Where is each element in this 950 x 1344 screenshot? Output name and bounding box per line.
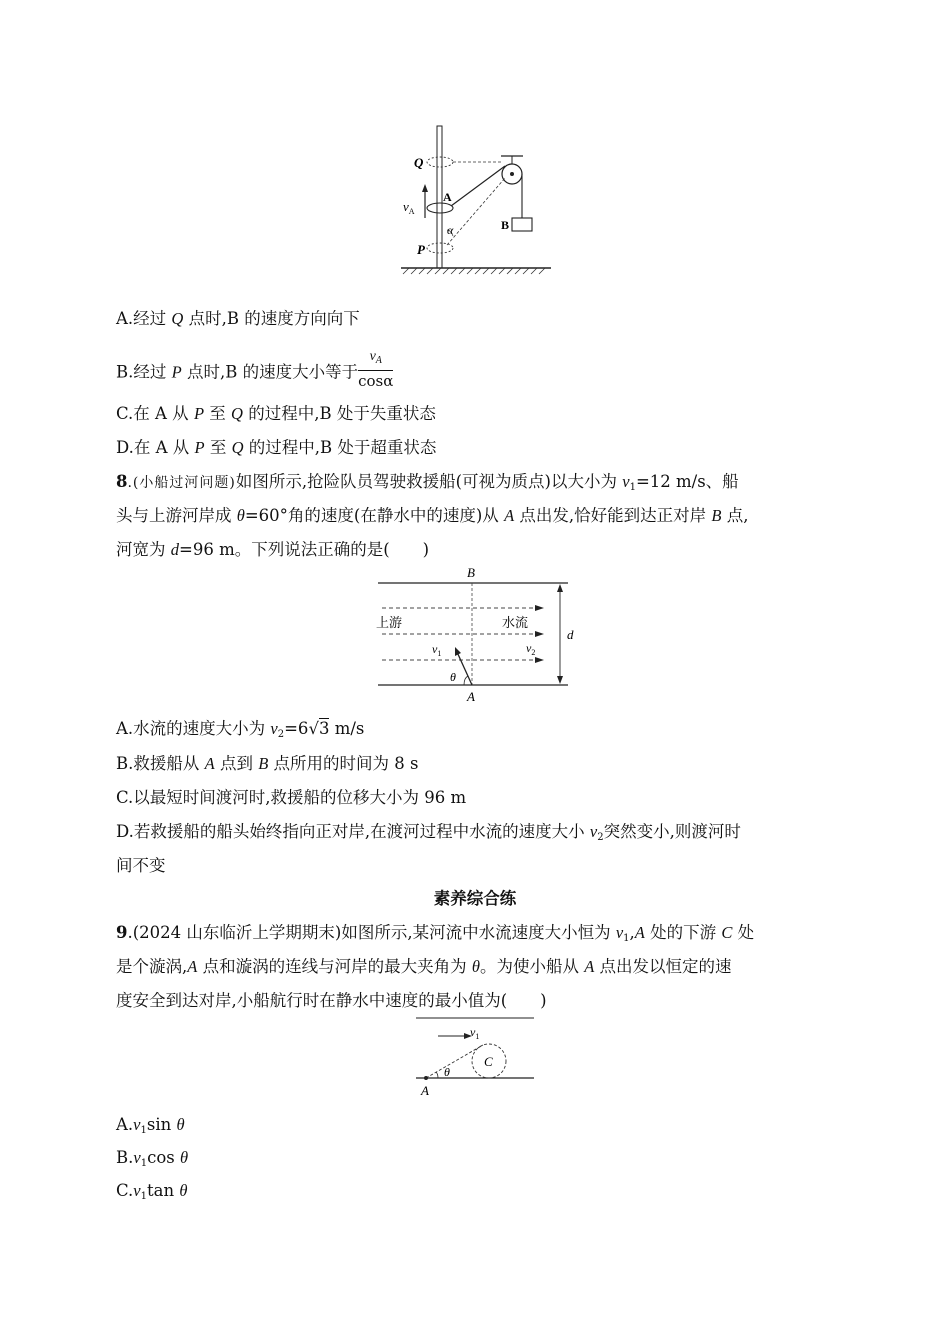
vortex-figure bbox=[410, 1014, 540, 1102]
section-title: 素养综合练 bbox=[433, 889, 517, 908]
q7-option-d: D.在 A 从 P 至 Q 的过程中,B 处于超重状态 bbox=[116, 438, 437, 457]
q8-option-c: C.以最短时间渡河时,救援船的位移大小为 96 m bbox=[116, 788, 467, 807]
q8-line-3: 河宽为 d=96 m。下列说法正确的是( ) bbox=[116, 540, 430, 559]
q8-option-d: D.若救援船的船头始终指向正对岸,在渡河过程中水流的速度大小 $v_2$突然变小,则渡河时 bbox=[116, 822, 741, 843]
label-v1-fig3: $v_1$ bbox=[470, 1025, 480, 1041]
block-b bbox=[512, 218, 532, 231]
label-theta-fig3: θ bbox=[444, 1065, 450, 1079]
q8-line-1: 8.(小船过河问题)如图所示,抢险队员驾驶救援船(可视为质点)以大小为 $v_1=12$ m/s、船 bbox=[116, 472, 739, 493]
label-b: B bbox=[501, 218, 510, 232]
q9-option-c: $C.v_1\tan$ θ bbox=[116, 1181, 188, 1202]
label-flow: 水流 bbox=[502, 616, 529, 631]
label-a2: A bbox=[467, 689, 475, 704]
q7-option-c: C.在 A 从 P 至 Q 的过程中,B 处于失重状态 bbox=[116, 404, 436, 423]
q9-line-3: 度安全到达对岸,小船航行时在静水中速度的最小值为( ) bbox=[116, 991, 547, 1010]
label-a3: A bbox=[421, 1083, 429, 1098]
label-d: d bbox=[567, 627, 574, 642]
rope-a bbox=[451, 166, 505, 206]
label-v2-fig2: $v_2$ bbox=[526, 641, 536, 657]
sqrt-symbol: √ bbox=[308, 719, 319, 738]
q7-option-b: B.经过 P 点时,B 的速度大小等于 $\frac{v_A}{\cos\alpha}$ bbox=[116, 349, 394, 390]
label-q: Q bbox=[414, 155, 424, 170]
q9-line-2: 是个漩涡,A 点和漩涡的连线与河岸的最大夹角为 θ。为使小船从 A 点出发以恒定的速 bbox=[116, 957, 732, 976]
label-p: P bbox=[417, 242, 425, 257]
q8-option-d-cont: 间不变 bbox=[116, 856, 166, 875]
label-b2: B bbox=[467, 565, 475, 580]
q8-line-2: 头与上游河岸成 θ=60°角的速度(在静水中的速度)从 A 点出发,恰好能到达正对岸 B 点, bbox=[116, 506, 749, 525]
label-alpha: α bbox=[447, 223, 454, 237]
q9-option-a: $A.v_1\sin$ θ bbox=[116, 1115, 185, 1136]
label-upstream: 上游 bbox=[376, 616, 403, 631]
fraction-va-over-cos: $\frac{v_A}{\cos\alpha}$ bbox=[358, 349, 394, 390]
label-theta-fig2: θ bbox=[450, 670, 456, 684]
vertical-pole bbox=[437, 126, 442, 268]
q9-line-1: 9.(2024 山东临沂上学期期末)如图所示,某河流中水流速度大小恒为 $v_1,A$ 处的下游 C 处 bbox=[116, 923, 755, 944]
label-v1-fig2: $v_1$ bbox=[432, 642, 442, 658]
q9-option-b: $B.v_1\cos$ θ bbox=[116, 1148, 189, 1169]
label-a: A bbox=[443, 190, 452, 204]
pulley-figure bbox=[395, 120, 555, 280]
q7-option-a: A.经过 Q 点时,B 的速度方向向下 bbox=[116, 309, 360, 328]
q8-option-b: B.救援船从 A 点到 B 点所用的时间为 8 s bbox=[116, 754, 419, 773]
label-v: $v_A$ bbox=[403, 199, 415, 216]
river-figure bbox=[370, 563, 590, 708]
label-c: C bbox=[484, 1054, 493, 1069]
q8-option-a: A.水流的速度大小为 $v_2=6√3$ m/s bbox=[116, 719, 365, 740]
